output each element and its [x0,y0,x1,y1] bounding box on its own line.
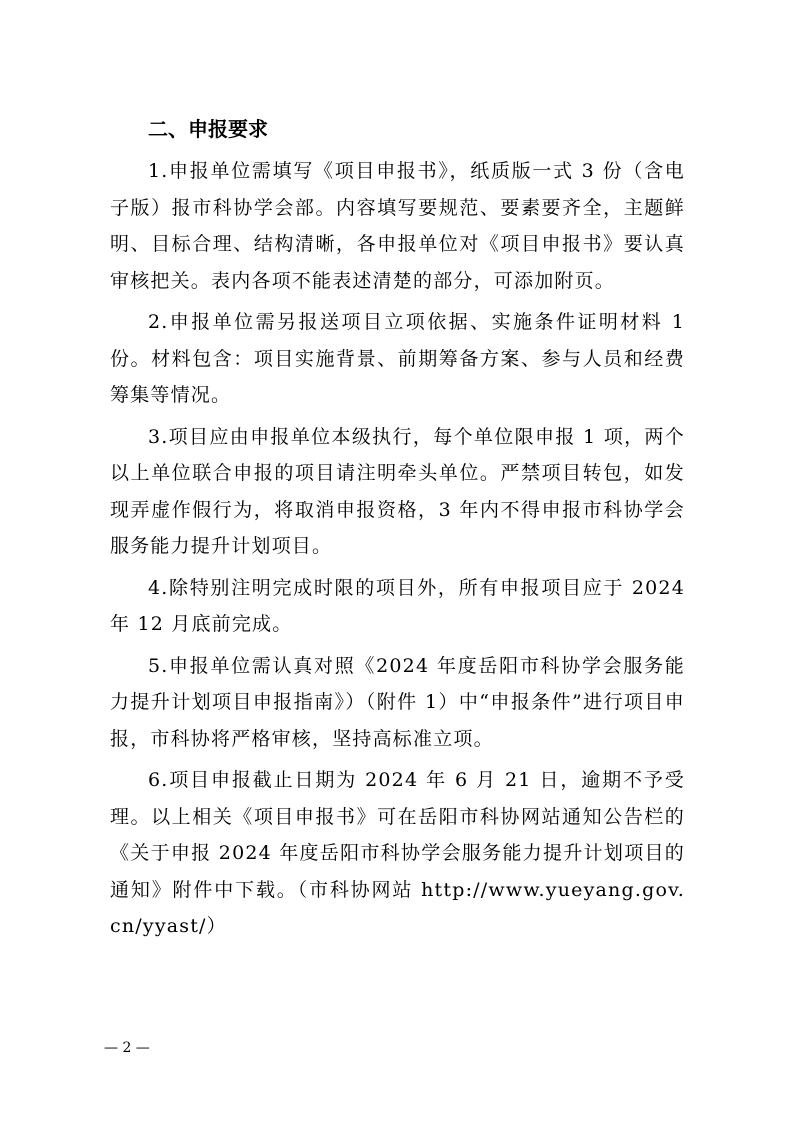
paragraph-2: 2.申报单位需另报送项目立项依据、实施条件证明材料 1 份。材料包含：项目实施背景、前期筹备方案、参与人员和经费筹集等情况。 [110,311,685,406]
paragraph-1: 1.申报单位需填写《项目申报书》，纸质版一式 3 份（含电子版）报市科协学会部。内容填写要规范、要素要齐全，主题鲜明、目标合理、结构清晰，各申报单位对《项目申报书》要认真审核把关。表内各项不能表述清楚的部分，可添加附页。 [110,160,685,292]
paragraph-5: 5.申报单位需认真对照《2024 年度岳阳市科协学会服务能力提升计划项目申报指南》）（附件 1）中“申报条件”进行项目申报，市科协将严格审核，坚持高标准立项。 [110,654,685,750]
document-body [110,112,685,950]
paragraph-3: 3.项目应由申报单位本级执行，每个单位限申报 1 项，两个以上单位联合申报的项目请注明牵头单位。严禁项目转包，如发现弄虚作假行为，将取消申报资格，3 年内不得申报市科协学会服务能力提升计划项目。 [110,425,685,557]
section-heading: 二、申报要求 [148,117,268,141]
paragraph-6: 6.项目申报截止日期为 2024 年 6 月 21 日，逾期不予受理。以上相关《项目申报书》可在岳阳市科协网站通知公告栏的《关于申报 2024 年度岳阳市科协学会服务能力提升计划项目的通知》附件中下载。（市科协网站 http://www.yueyang.gov.cn/yyast/） [110,769,685,937]
page-number: — 2 — [104,1040,150,1056]
paragraph-4: 4.除特别注明完成时限的项目外，所有申报项目应于 2024 年 12 月底前完成。 [110,576,685,635]
